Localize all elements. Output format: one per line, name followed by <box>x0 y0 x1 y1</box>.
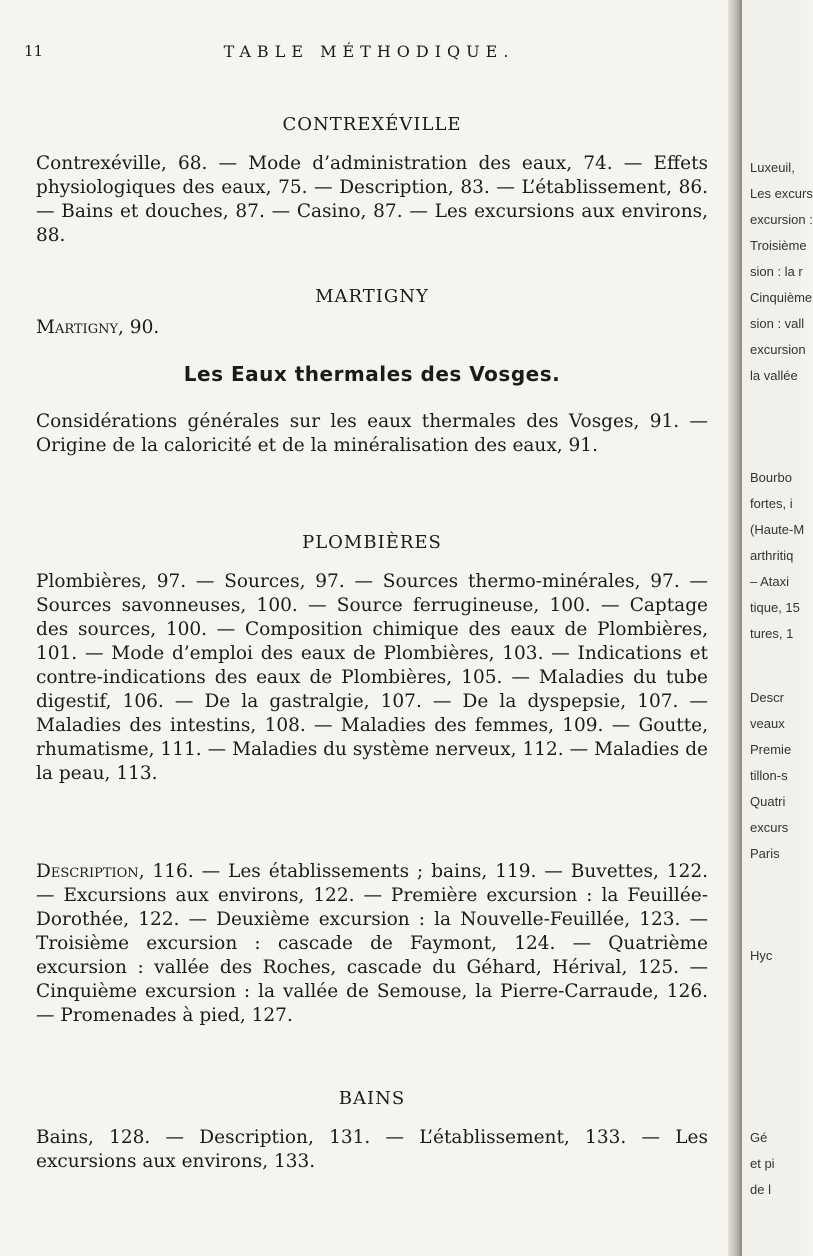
section-body-plombieres <box>36 570 708 786</box>
page-header <box>24 42 714 64</box>
facing-fragment: (Haute-M <box>750 522 805 537</box>
facing-fragment: Les excurs <box>750 186 813 201</box>
paragraph: Contrexéville, 68. — Mode d’administration des eaux, 74. — Effets physiologiques des eaux, 75. — Description, 83. — L’établissement, 86. — Bains et douches, 87. — Casino, 87. — Les excursions aux environs, 88. <box>36 153 708 246</box>
facing-fragment: tillon-s <box>750 768 788 783</box>
section-heading-plombieres: PLOMBIÈRES <box>302 532 442 553</box>
section-heading-bains: BAINS <box>338 1088 406 1109</box>
facing-fragment: Hyc <box>750 948 773 963</box>
paragraph: Considérations générales sur les eaux thermales des Vosges, 91. — Origine de la caloricité et de la minéralisation des eaux, 91. <box>36 411 708 456</box>
book-gutter <box>728 0 742 1256</box>
facing-fragment: excursion : <box>750 212 813 227</box>
section-body-plombieres-description <box>36 860 708 1028</box>
paragraph <box>36 860 708 1028</box>
section-body-vosges <box>36 410 708 458</box>
facing-fragment: arthritiq <box>750 548 794 563</box>
facing-fragment: Bourbo <box>750 470 792 485</box>
facing-fragment: Quatri <box>750 794 786 809</box>
entry-text: , 90. <box>118 317 160 338</box>
facing-fragment: Paris <box>750 846 780 861</box>
facing-fragment: Troisième <box>750 238 807 253</box>
facing-fragment: Cinquième <box>750 290 813 305</box>
facing-fragment: sion : la r <box>750 264 803 279</box>
page-number: 11 <box>24 42 44 60</box>
facing-fragment: et pi <box>750 1156 775 1171</box>
facing-fragment: Gé <box>750 1130 768 1145</box>
paragraph: Bains, 128. — Description, 131. — L’établissement, 133. — Les excursions aux environs, 133. <box>36 1127 708 1172</box>
facing-fragment: excursion <box>750 342 806 357</box>
facing-fragment: fortes, i <box>750 496 793 511</box>
running-title: TABLE MÉTHODIQUE. <box>223 42 515 61</box>
section-heading-martigny: MARTIGNY <box>315 286 429 307</box>
entry-lead: Description <box>36 861 139 882</box>
section-heading-contrexeville: CONTREXÉVILLE <box>282 114 462 135</box>
facing-fragment: la vallée <box>750 368 798 383</box>
facing-fragment: Luxeuil, <box>750 160 795 175</box>
facing-fragment: excurs <box>750 820 789 835</box>
entry-text: , 116. — Les établissements ; bains, 119. — Buvettes, 122. — Excursions aux environs, 122. — Première excursion : la Feuillée-Dorothée, 122. — Deuxième excursion : la Nouvelle-Feuillée, 123. — Troisième excursion : cascade de Faymont, 124. — Quatrième excursion : vallée des Roches, cascade du Géhard, Hérival, 125. — Cinquième excursion : la vallée de Semouse, la Pierre-Carraude, 126. — Promenades à pied, 127. <box>36 861 708 1026</box>
facing-fragment: Descr <box>750 690 784 705</box>
paragraph <box>36 316 708 340</box>
section-heading-vosges: Les Eaux thermales des Vosges. <box>183 362 561 386</box>
section-body-martigny <box>36 316 708 340</box>
facing-fragment: – Ataxi <box>750 574 790 589</box>
section-body-bains <box>36 1126 708 1174</box>
entry-lead: Martigny <box>36 317 119 338</box>
paragraph: Plombières, 97. — Sources, 97. — Sources thermo-minérales, 97. — Sources savonneuses, 100. — Source ferrugineuse, 100. — Captage des sources, 100. — Composition chimique des eaux de Plombières, 101. — Mode d’emploi des eaux de Plombières, 103. — Indications et contre-indications des eaux de Plombières, 105. — Maladies du tube digestif, 106. — De la gastralgie, 107. — De la dyspepsie, 107. — Maladies des intestins, 108. — Maladies des femmes, 109. — Goutte, rhumatisme, 111. — Maladies du système nerveux, 112. — Maladies de la peau, 113. <box>36 571 708 784</box>
facing-fragment: tique, 15 <box>750 600 800 615</box>
facing-fragment: veaux <box>750 716 785 731</box>
facing-page <box>742 0 813 1256</box>
section-body-contrexeville <box>36 152 708 248</box>
facing-fragment: tures, 1 <box>750 626 794 641</box>
facing-fragment: sion : vall <box>750 316 805 331</box>
facing-fragment: de l <box>750 1182 771 1197</box>
facing-fragment: Premie <box>750 742 792 757</box>
